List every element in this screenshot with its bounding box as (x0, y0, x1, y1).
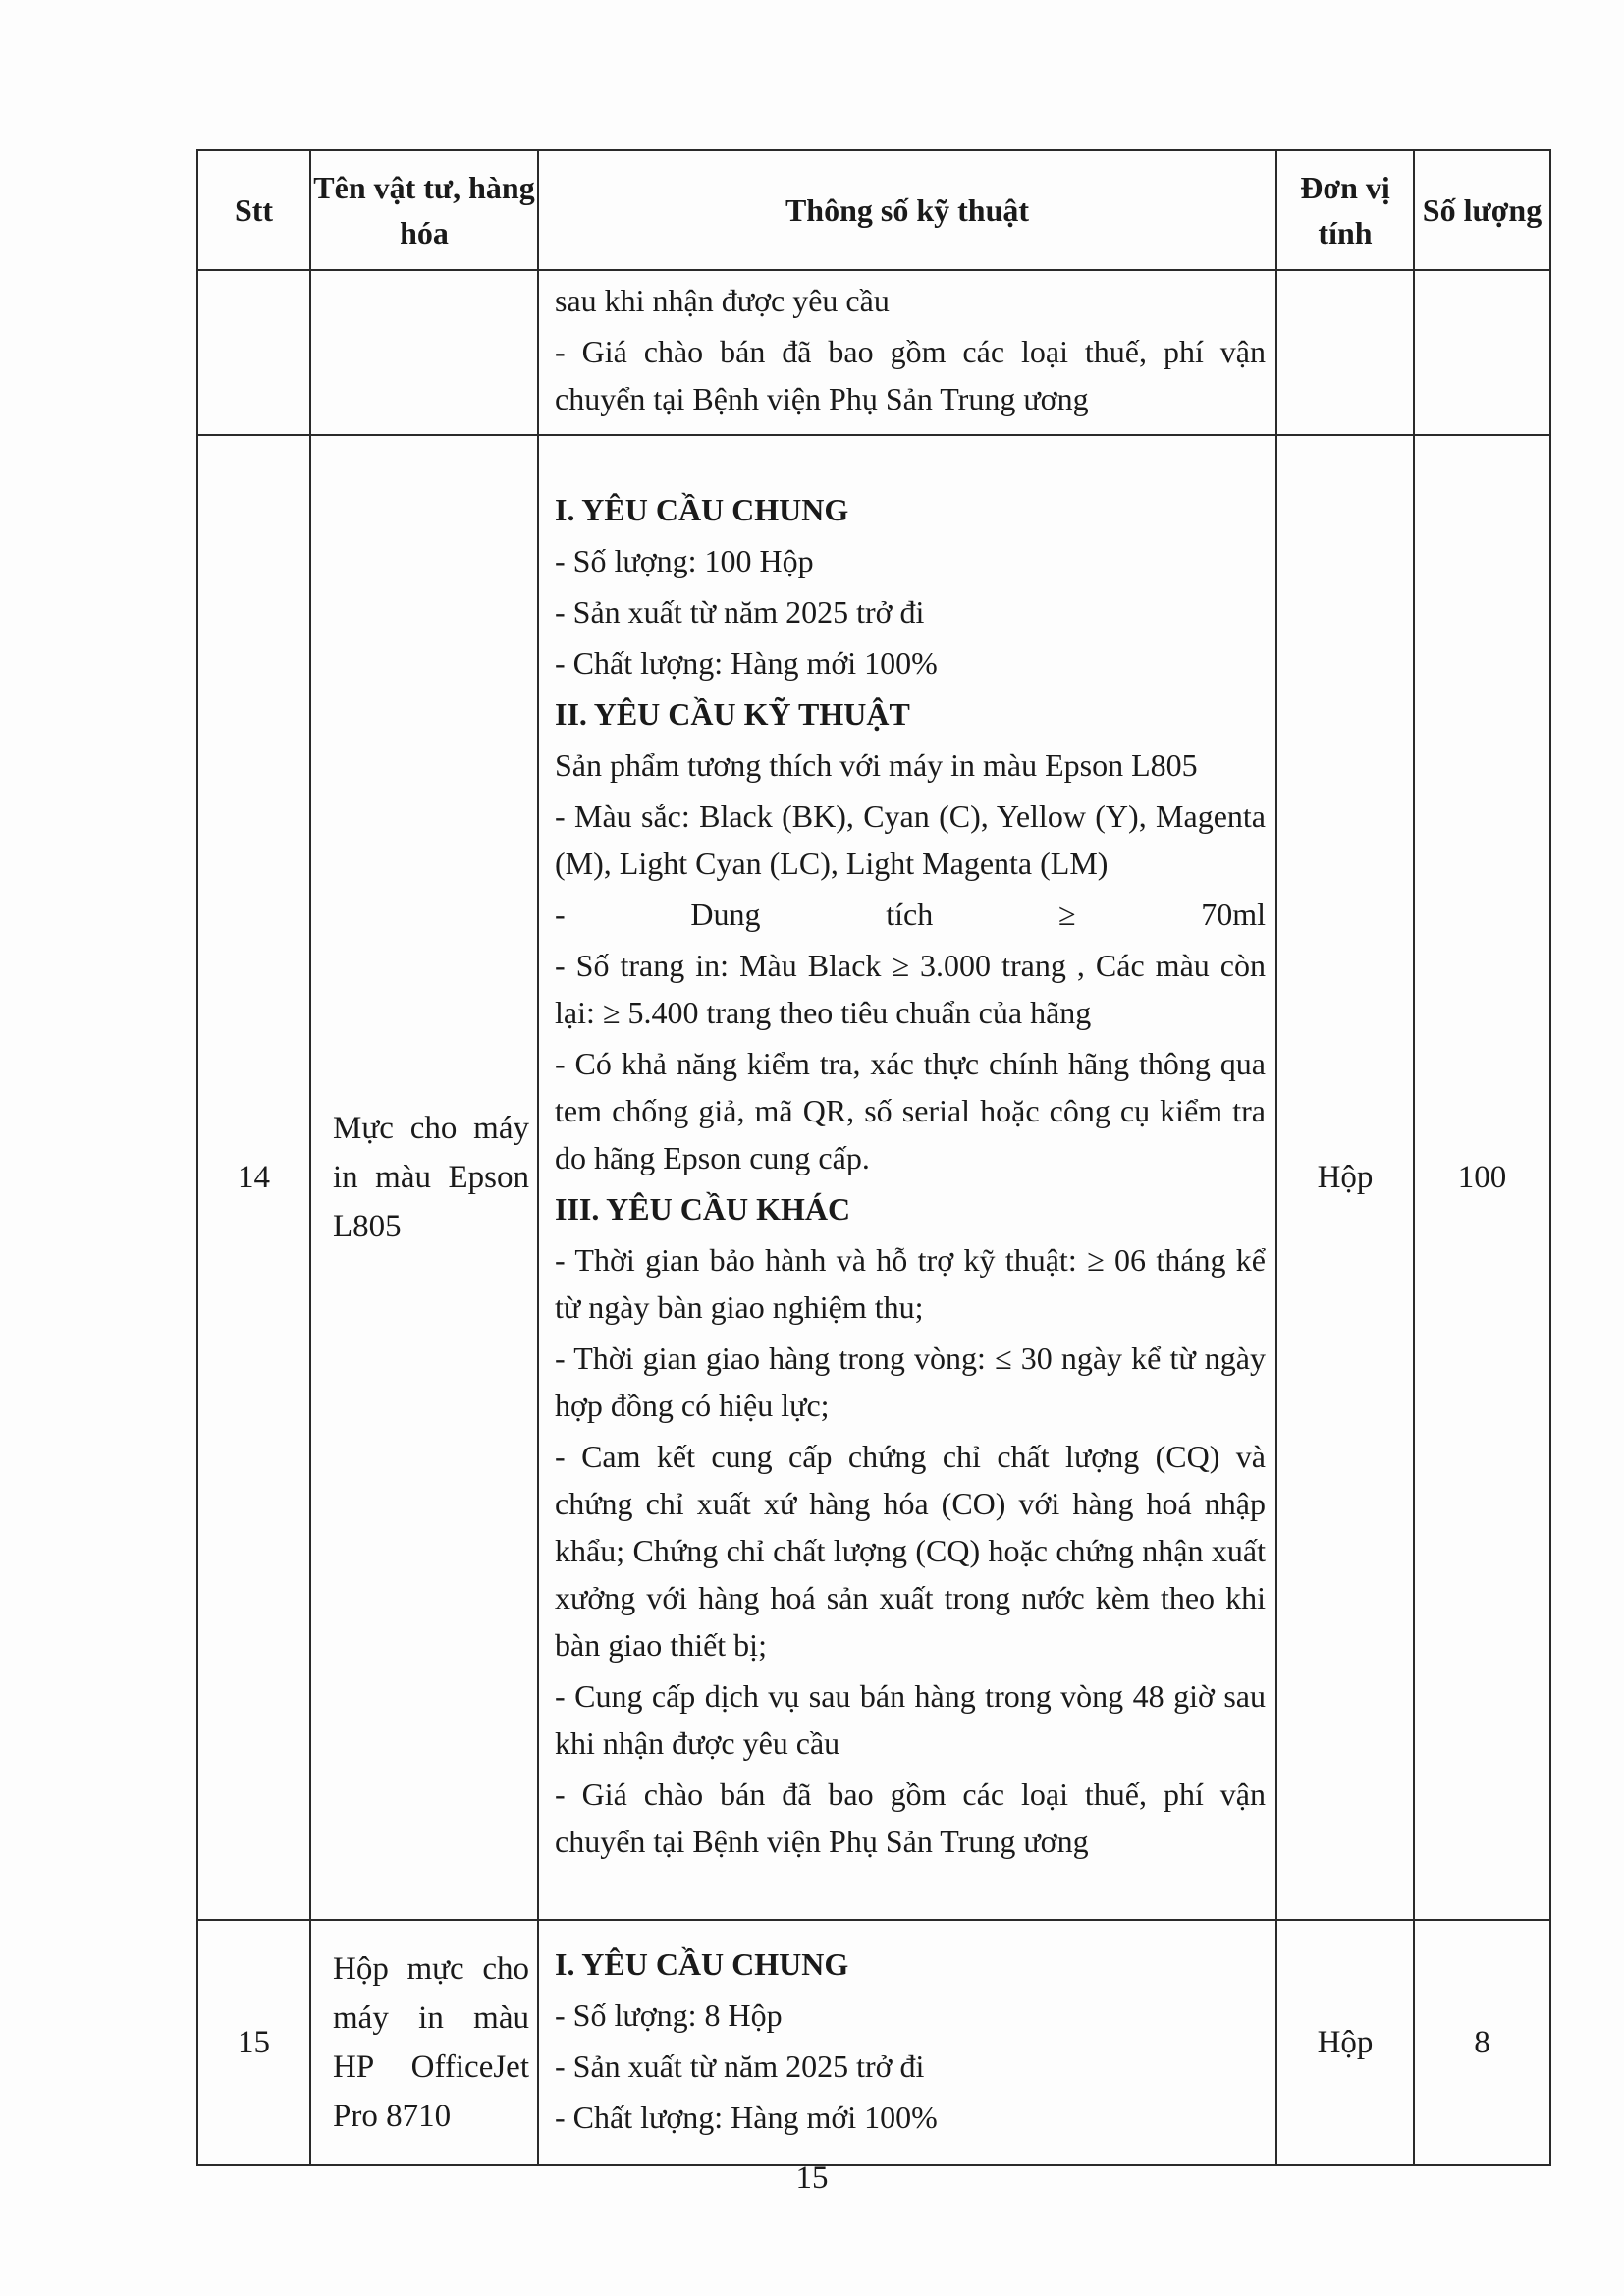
cell-name (310, 270, 538, 435)
spec-line: - Cam kết cung cấp chứng chỉ chất lượng (CQ) và chứng chỉ xuất xứ hàng hóa (CO) với hàng hoá nhập khẩu; Chứng chỉ chất lượng (CQ) hoặc chứng nhận xuất xưởng với hàng hoá sản xuất trong nước kèm theo khi bàn giao thiết bị; (555, 1439, 1266, 1663)
spec-line: - Sản xuất từ năm 2025 trở đi (555, 2049, 925, 2084)
spec-line: - Cung cấp dịch vụ sau bán hàng trong vòng 48 giờ sau khi nhận được yêu cầu (555, 1678, 1266, 1761)
cell-spec (538, 1920, 1276, 2165)
spec-line: - Số trang in: Màu Black ≥ 3.000 trang , Các màu còn lại: ≥ 5.400 trang theo tiêu chuẩn của hãng (555, 948, 1266, 1030)
cell-spec (538, 435, 1276, 1920)
capacity-part: 70ml (1201, 897, 1266, 932)
spec-table (196, 149, 1551, 2166)
cell-qty: 100 (1414, 435, 1550, 1920)
spec-line: - Thời gian giao hàng trong vòng: ≤ 30 ngày kể từ ngày hợp đồng có hiệu lực; (555, 1340, 1266, 1423)
spec-line: - Chất lượng: Hàng mới 100% (555, 645, 938, 681)
table-row-14 (197, 435, 1550, 1920)
capacity-part: ≥ (1057, 897, 1076, 932)
spec-line: - Sản xuất từ năm 2025 trở đi (555, 594, 925, 629)
table-row-15 (197, 1920, 1550, 2165)
cell-stt: 15 (197, 1920, 310, 2165)
spec-line-capacity (555, 891, 1266, 938)
section-heading: I. YÊU CẦU CHUNG (555, 1946, 849, 1982)
header-stt: Stt (197, 150, 310, 270)
spec-line: - Màu sắc: Black (BK), Cyan (C), Yellow (Y), Magenta (M), Light Cyan (LC), Light Magenta (LM) (555, 798, 1266, 881)
section-heading: III. YÊU CẦU KHÁC (555, 1191, 851, 1227)
cell-stt: 14 (197, 435, 310, 1920)
header-spec: Thông số kỹ thuật (538, 150, 1276, 270)
spec-line: Sản phẩm tương thích với máy in màu Epson L805 (555, 747, 1198, 783)
spec-line: - Thời gian bảo hành và hỗ trợ kỹ thuật: ≥ 06 tháng kể từ ngày bàn giao nghiệm thu; (555, 1242, 1266, 1325)
header-qty: Số lượng (1414, 150, 1550, 270)
cell-unit: Hộp (1276, 435, 1414, 1920)
table-row-continuation (197, 270, 1550, 435)
spec-line: - Số lượng: 8 Hộp (555, 1997, 783, 2033)
section-heading: I. YÊU CẦU CHUNG (555, 492, 849, 527)
header-unit: Đơn vị tính (1276, 150, 1414, 270)
capacity-part: tích (886, 897, 934, 932)
cell-stt (197, 270, 310, 435)
cell-name: Mực cho máy in màu Epson L805 (310, 435, 538, 1920)
capacity-part: - (555, 897, 566, 932)
cell-name: Hộp mực cho máy in màu HP OfficeJet Pro 8710 (310, 1920, 538, 2165)
cell-qty (1414, 270, 1550, 435)
header-name: Tên vật tư, hàng hóa (310, 150, 538, 270)
spec-line: - Số lượng: 100 Hộp (555, 543, 814, 578)
spec-line: - Có khả năng kiểm tra, xác thực chính hãng thông qua tem chống giả, mã QR, số serial hoặc công cụ kiểm tra do hãng Epson cung cấp. (555, 1046, 1266, 1175)
spec-line: - Giá chào bán đã bao gồm các loại thuế, phí vận chuyển tại Bệnh viện Phụ Sản Trung ương (555, 1777, 1266, 1859)
spec-line: - Giá chào bán đã bao gồm các loại thuế, phí vận chuyển tại Bệnh viện Phụ Sản Trung ương (555, 334, 1266, 416)
capacity-part: Dung (690, 897, 761, 932)
cell-unit (1276, 270, 1414, 435)
spec-line: sau khi nhận được yêu cầu (555, 283, 890, 318)
cell-qty: 8 (1414, 1920, 1550, 2165)
spec-line: - Chất lượng: Hàng mới 100% (555, 2100, 938, 2135)
cell-spec (538, 270, 1276, 435)
table-header-row (197, 150, 1550, 270)
page-number: 15 (795, 2160, 829, 2196)
section-heading: II. YÊU CẦU KỸ THUẬT (555, 696, 910, 732)
cell-unit: Hộp (1276, 1920, 1414, 2165)
